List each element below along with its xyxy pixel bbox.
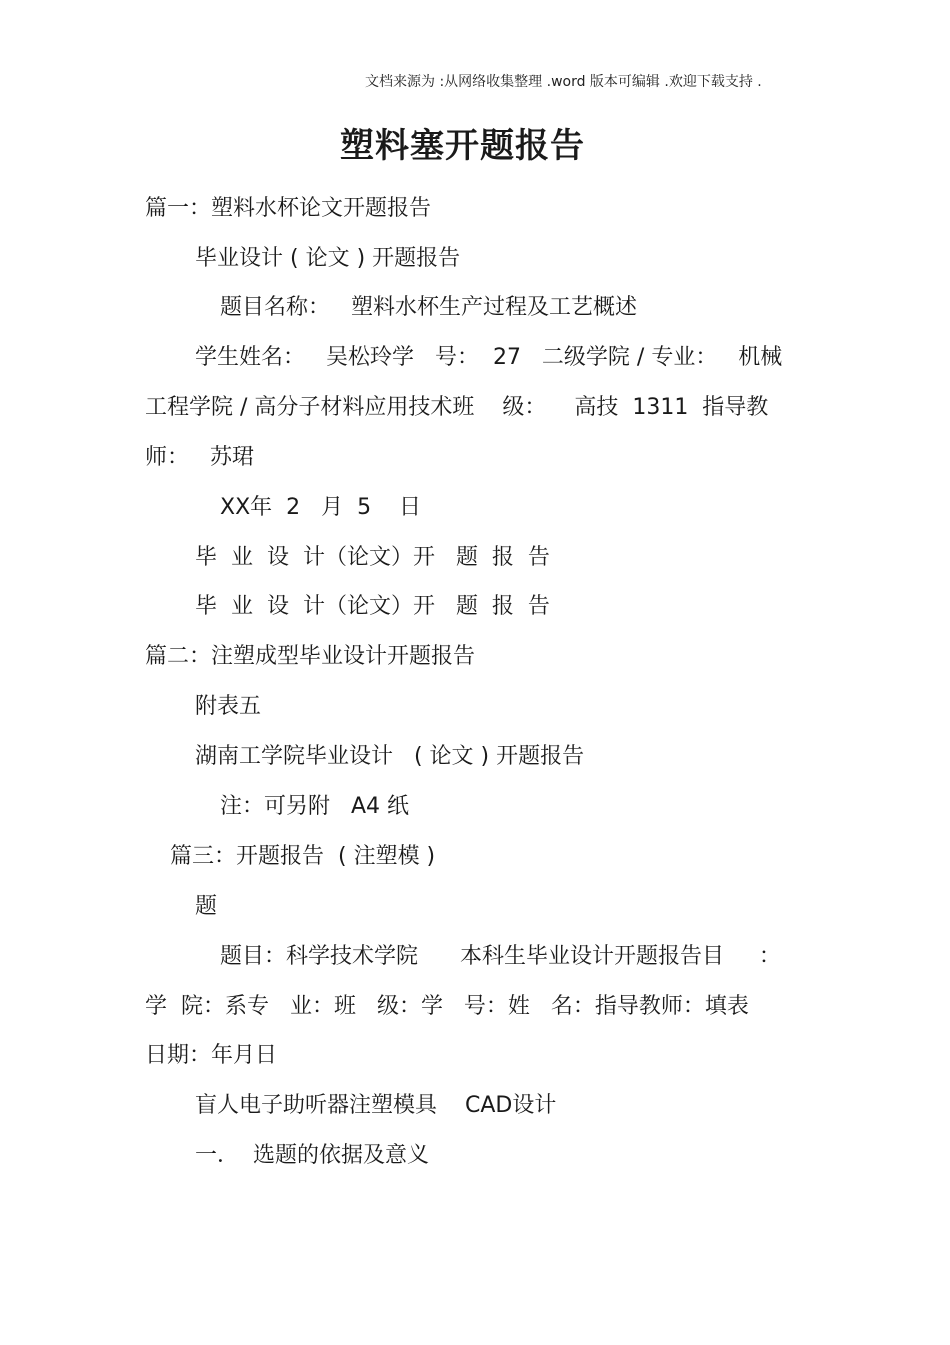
paragraph-line: 题目：科学技术学院 本科生毕业设计开题报告目 ： xyxy=(220,944,781,969)
paragraph-line: 学生姓名： 吴松玲学 号： 27 二级学院 / 专业： 机械 xyxy=(195,345,783,370)
section-heading: 篇二：注塑成型毕业设计开题报告 xyxy=(145,644,476,669)
paragraph-line: 毕业设计 ( 论文 ) 开题报告 xyxy=(195,246,461,271)
page-header-note: 文档来源为 :从网络收集整理 .word 版本可编辑 .欢迎下载支持 . xyxy=(365,74,762,90)
paragraph-line: 毕 业 设 计（论文）开 题 报 告 xyxy=(195,545,550,570)
paragraph-line: XX年 2 月 5 日 xyxy=(220,495,422,520)
paragraph-line: 注：可另附 A4 纸 xyxy=(220,794,410,819)
section-heading: 篇一：塑料水杯论文开题报告 xyxy=(145,196,432,221)
paragraph-line: 工程学院 / 高分子材料应用技术班 级： 高技 1311 指导教 xyxy=(145,395,769,420)
paragraph-line: 题目名称： 塑料水杯生产过程及工艺概述 xyxy=(220,295,637,320)
section-heading: 篇三：开题报告 ( 注塑模 ) xyxy=(170,844,436,869)
document-title: 塑料塞开题报告 xyxy=(340,126,585,166)
paragraph-line: 盲人电子助听器注塑模具 CAD设计 xyxy=(195,1093,557,1118)
paragraph-line: 师： 苏珺 xyxy=(145,445,254,470)
paragraph-line: 一． 选题的依据及意义 xyxy=(195,1143,429,1168)
paragraph-line: 日期：年月日 xyxy=(145,1043,278,1068)
paragraph-line: 毕 业 设 计（论文）开 题 报 告 xyxy=(195,594,550,619)
paragraph-line: 题 xyxy=(195,894,218,919)
paragraph-line: 湖南工学院毕业设计 ( 论文 ) 开题报告 xyxy=(195,744,585,769)
paragraph-line: 附表五 xyxy=(195,694,262,719)
paragraph-line: 学 院：系专 业：班 级：学 号：姓 名：指导教师：填表 xyxy=(145,994,749,1019)
